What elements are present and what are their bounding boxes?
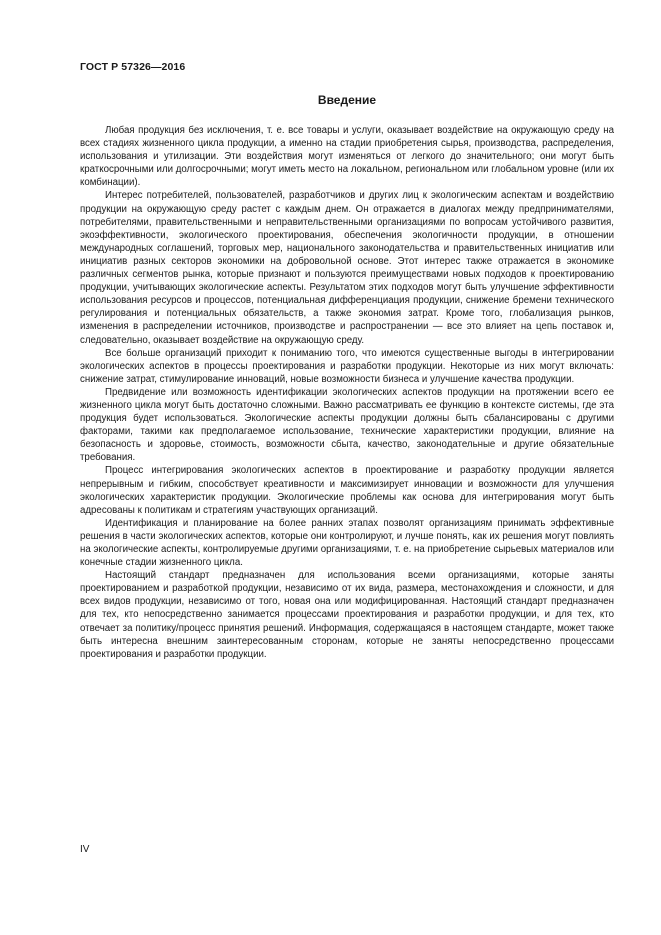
paragraph: Предвидение или возможность идентификации экологических аспектов продукции на протяжении всего ее жизненного цикла могут быть достаточно сложными. Важно рассматривать ее функцию в контексте системы, где эта продукция будет использоваться. Экологические аспекты продукции должны быть сбалансированы с другими факторами, такими как предполагаемое использование, технические характеристики продукции, влияние на безопасность и здоровье, стоимость, возможности сбыта, качество, законодательные и другие обязательные требования. (80, 386, 614, 464)
page-number: IV (80, 844, 90, 855)
paragraph: Настоящий стандарт предназначен для использования всеми организациями, которые заняты проектированием и разработкой продукции, независимо от их вида, размера, местонахождения и сложности, и для всех видов продукции, независимо от того, новая она или модифицированная. Настоящий стандарт предназначен для тех, кто непосредственно занимается процессами проектирования и разработки продукции, и для тех, кто отвечает за политику/процесс принятия решений. Информация, содержащаяся в настоящем стандарте, может также быть интересна внешним заинтересованным сторонам, которые не заняты непосредственно процессами проектирования и разработки продукции. (80, 570, 614, 660)
paragraph: Процесс интегрирования экологических аспектов в проектирование и разработку продукции является непрерывным и гибким, способствует креативности и максимизирует инновации и возможности для улучшения экологических характеристик продукции. Экологические проблемы как основа для интегрирования могут быть адресованы к политикам и стратегиям участвующих организаций. (80, 465, 614, 516)
section-title: Введение (317, 93, 377, 107)
paragraph: Все больше организаций приходит к пониманию того, что имеются существенные выгоды в интегрировании экологических аспектов в процессы проектирования и разработки продукции. Некоторые из них могут включать: снижение затрат, стимулирование инноваций, новые возможности бизнеса и улучшение качества продукции. (80, 347, 614, 385)
body-text (80, 124, 614, 661)
document-header: ГОСТ Р 57326—2016 (80, 61, 186, 73)
paragraph: Идентификация и планирование на более ранних этапах позволят организациям принимать эффективные решения в части экологических аспектов, которые они контролируют, и лучше понять, как их решения могут повлиять на экологические аспекты, контролируемые другими организациями, т. е. на приобретение сырьевых материалов или конечные стадии жизненного цикла. (80, 517, 614, 569)
paragraph: Любая продукция без исключения, т. е. все товары и услуги, оказывает воздействие на окружающую среду на всех стадиях жизненного цикла продукции, а именно на стадии приобретения сырья, производства, распределения, использования и утилизации. Эти воздействия могут изменяться от легкого до значительного; они могут быть краткосрочными или долгосрочными; могут иметь место на локальном, региональном или глобальном уровне (или их комбинации). (80, 125, 614, 189)
paragraph: Интерес потребителей, пользователей, разработчиков и других лиц к экологическим аспектам и воздействию продукции на окружающую среду растет с каждым днем. Он отражается в диалогах между предпринимателями, потребителями, правительственными и неправительственными организациями по вопросам устойчивого развития, экоэффективности, экологического проектирования, обеспечения экологичности продукции, в отношении международных соглашений, торговых мер, национального законодательства и правительственных инициатив или инициатив разных секторов экономики на добровольной основе. Этот интерес также отражается в экономике различных сегментов рынка, которые признают и пользуются преимуществами новых подходов к проектированию продукции, учитывающих экологические аспекты. Результатом этих подходов могут быть улучшение эффективности использования ресурсов и процессов, потенциальная дифференциация продукции, снижение бремени технического регулирования и потенциальных обязательств, а также экономия затрат. Кроме того, глобализация рынков, изменения в распределении источников, производстве и распространении — все это влияет на цепь поставок и, следовательно, оказывает воздействие на окружающую среду. (80, 190, 614, 346)
